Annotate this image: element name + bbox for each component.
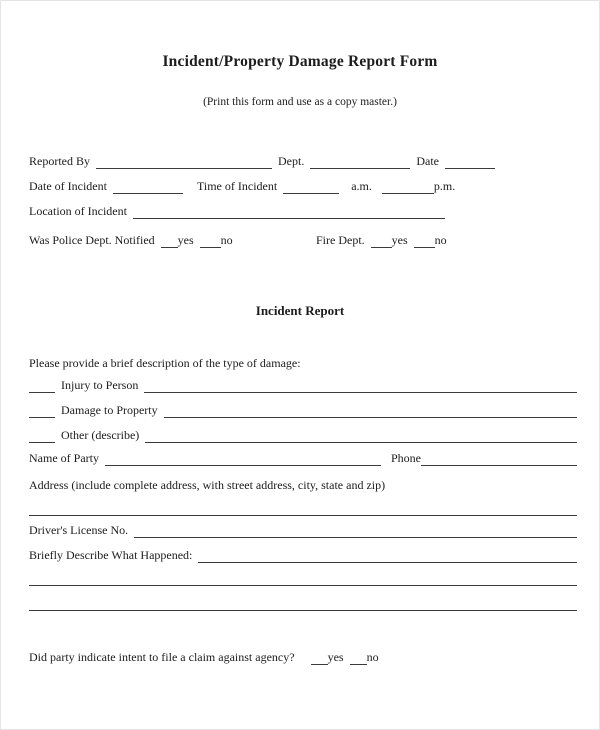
dept-label: Dept.: [278, 154, 305, 168]
describe-what-happened-label: Briefly Describe What Happened:: [29, 548, 193, 562]
row-address: [29, 477, 577, 493]
row-damage-type-other: [29, 427, 577, 443]
damage-prompt-label: Please provide a brief description of the type of damage:: [29, 356, 301, 370]
damage-prompt: [29, 355, 577, 371]
am-label: a.m.: [351, 179, 372, 193]
location-of-incident-blank: [133, 213, 445, 219]
date-of-incident-label: Date of Incident: [29, 179, 107, 193]
drivers-license-label: Driver's License No.: [29, 523, 129, 537]
claim-yes-blank: [311, 659, 328, 665]
describe-line-blank: [198, 557, 577, 563]
fire-yes-blank: [371, 242, 392, 248]
fire-dept-label: Fire Dept.: [316, 233, 365, 247]
row-police-notified: [29, 232, 309, 248]
row-reported-by: [29, 153, 577, 169]
property-line-blank: [164, 412, 577, 418]
other-line-blank: [145, 437, 577, 443]
claim-yes-label: yes: [327, 650, 344, 664]
am-blank: [382, 188, 434, 194]
phone-label: Phone: [390, 451, 421, 465]
claim-no-blank: [350, 659, 367, 665]
police-no-blank: [200, 242, 221, 248]
injury-check-blank: [29, 387, 55, 393]
row-damage-type-injury: [29, 377, 577, 393]
address-label: Address (include complete address, with street address, city, state and zip): [29, 478, 386, 492]
row-fire-dept-notified: [316, 232, 496, 248]
drivers-license-blank: [134, 532, 577, 538]
row-name-of-party: [29, 450, 577, 466]
other-describe-label: Other (describe): [61, 428, 140, 442]
police-notified-label: Was Police Dept. Notified: [29, 233, 155, 247]
time-of-incident-label: Time of Incident: [196, 179, 278, 193]
form-title: Incident/Property Damage Report Form: [162, 53, 438, 70]
fire-no-label: no: [434, 233, 447, 247]
police-yes-blank: [161, 242, 178, 248]
reported-by-label: Reported By: [29, 154, 90, 168]
police-yes-label: yes: [177, 233, 194, 247]
dept-blank: [310, 163, 410, 169]
time-of-incident-blank: [283, 188, 339, 194]
claim-no-label: no: [366, 650, 379, 664]
claim-question-label: Did party indicate intent to file a claim against agency?: [29, 650, 295, 664]
description-line-blank-2: [29, 610, 577, 611]
property-check-blank: [29, 412, 55, 418]
fire-no-blank: [414, 242, 435, 248]
name-of-party-label: Name of Party: [29, 451, 99, 465]
police-no-label: no: [220, 233, 233, 247]
injury-line-blank: [144, 387, 577, 393]
date-label: Date: [416, 154, 439, 168]
reported-by-blank: [96, 163, 272, 169]
name-of-party-blank: [105, 460, 381, 466]
row-damage-type-property: [29, 402, 577, 418]
phone-blank: [421, 460, 577, 466]
location-of-incident-label: Location of Incident: [29, 204, 127, 218]
fire-yes-label: yes: [391, 233, 408, 247]
date-of-incident-blank: [113, 188, 183, 194]
row-date-time-of-incident: [29, 178, 577, 194]
injury-to-person-label: Injury to Person: [61, 378, 139, 392]
other-check-blank: [29, 437, 55, 443]
incident-report-heading: Incident Report: [255, 303, 345, 318]
row-drivers-license: [29, 522, 577, 538]
damage-to-property-label: Damage to Property: [61, 403, 158, 417]
address-line-blank: [29, 515, 577, 516]
date-blank: [445, 163, 495, 169]
form-subtitle: (Print this form and use as a copy master.): [203, 96, 397, 108]
description-line-blank-1: [29, 585, 577, 586]
row-claim-question: [29, 649, 469, 665]
row-location-of-incident: [29, 203, 577, 219]
pm-label: p.m.: [433, 179, 456, 193]
row-describe-what-happened: [29, 547, 577, 563]
